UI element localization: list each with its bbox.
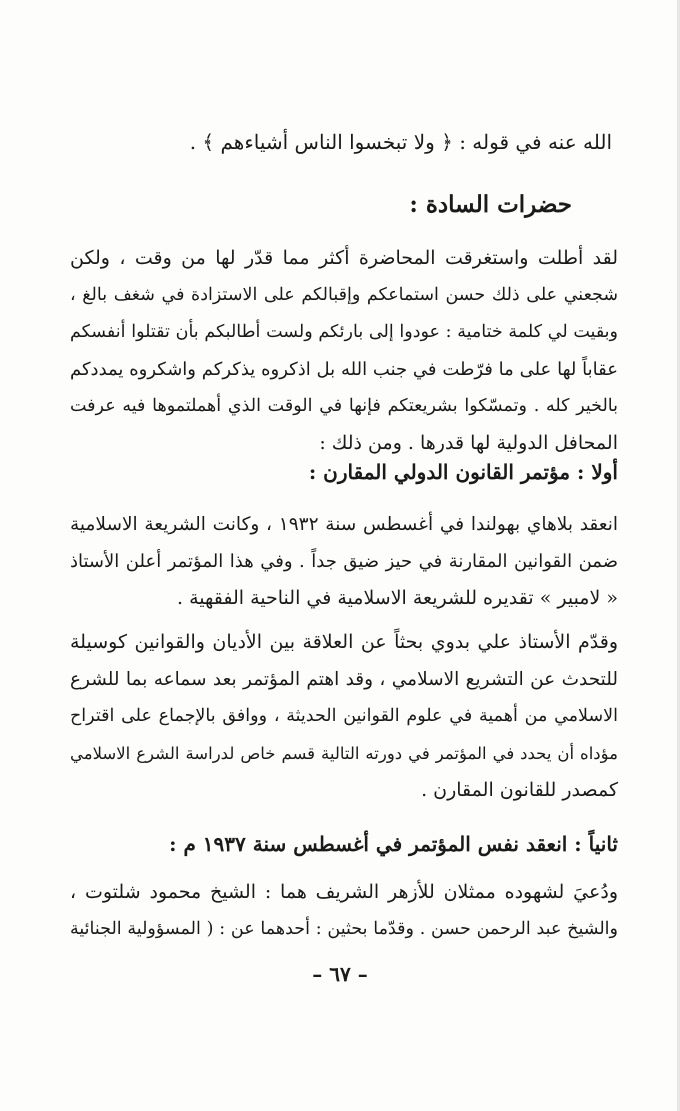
closing-paragraph — [70, 240, 618, 462]
greeting-heading — [272, 186, 572, 223]
greeting-text: حضرات السادة : — [409, 191, 572, 218]
paragraph-line: ضمن القوانين المقارنة في حيز ضيق جداً . وفي هذا المؤتمر أعلن الأستاذ — [70, 551, 618, 572]
paragraph-line: عقاباً لها على ما فرّطت في جنب الله بل اذكروه يذكركم واشكروه يمددكم — [70, 359, 618, 380]
paragraph-line: ودُعيَ لشهوده ممثلان للأزهر الشريف هما : الشيخ محمود شلتوت ، — [70, 881, 618, 903]
paragraph-line: وقدّم الأستاذ علي بدوي بحثاً عن العلاقة بين الأديان والقوانين كوسيلة — [70, 631, 618, 653]
paragraph-line: للتحدث عن التشريع الاسلامي ، وقد اهتم المؤتمر بعد سماعه بما للشرع — [70, 669, 618, 690]
section-two-paragraph — [70, 874, 618, 948]
paragraph-line: والشيخ عبد الرحمن حسن . وقدّما بحثين : أحدهما عن : ( المسؤولية الجنائية — [70, 919, 618, 939]
paragraph-line: كمصدر للقانون المقارن . — [421, 779, 618, 801]
section-one-title: أولا : مؤتمر القانون الدولي المقارن : — [308, 460, 618, 484]
paragraph-line: المحافل الدولية لها قدرها . ومن ذلك : — [319, 432, 618, 454]
paragraph-line: لقد أطلت واستغرقت المحاضرة أكثر مما قدّر لها من وقت ، ولكن — [70, 247, 618, 269]
section-one-paragraph-a — [70, 506, 618, 617]
paragraph-line: الاسلامي من أهمية في علوم القوانين الحديثة ، ووافق بالإجماع على اقتراح — [70, 706, 618, 726]
paragraph-line: بالخير كله . وتمسّكوا بشريعتكم فإنها في الوقت الذي أهملتموها فيه عرفت — [70, 396, 618, 416]
paragraph-line: وبقيت لي كلمة ختامية : عودوا إلى بارئكم ولست أطالبكم بأن تقتلوا أنفسكم — [70, 322, 618, 342]
section-two-heading — [70, 826, 618, 863]
section-one-heading — [70, 454, 618, 491]
section-one-paragraph-b — [70, 624, 618, 809]
intro-text: الله عنه في قوله : ﴿ ولا تبخسوا الناس أشياءهم ﴾ . — [189, 130, 612, 154]
section-two-title: ثانياً : انعقد نفس المؤتمر في أغسطس سنة ١٩٣٧ م : — [169, 832, 618, 856]
paragraph-line: مؤداه أن يحدد في المؤتمر في دورته التالية قسم خاص لدراسة الشرع الاسلامي — [70, 744, 618, 763]
page-number: – ٦٧ – — [312, 962, 368, 986]
paragraph-line: شجعني على ذلك حسن استماعكم وإقبالكم على الاستزادة في شغف بالغ ، — [70, 285, 618, 305]
paragraph-line: « لامبير » تقديره للشريعة الاسلامية في الناحية الفقهية . — [177, 587, 618, 609]
intro-line — [92, 124, 612, 161]
paragraph-line: انعقد بلاهاي بهولندا في أغسطس سنة ١٩٣٢ ، وكانت الشريعة الاسلامية — [70, 514, 618, 535]
